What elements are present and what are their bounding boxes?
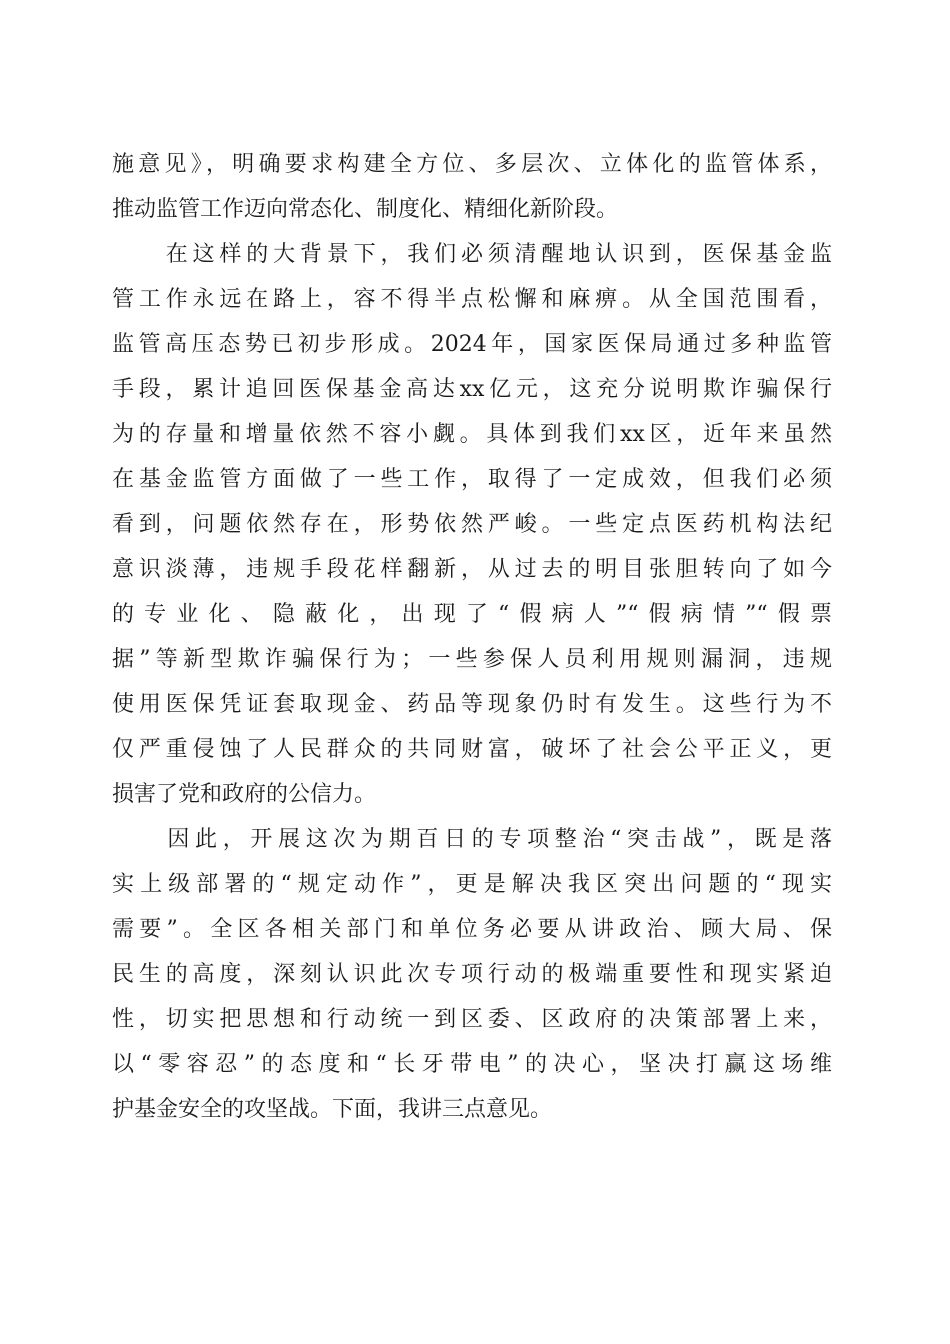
text-line: 推动监管工作迈向常态化、制度化、精细化新阶段。 [112,197,619,222]
text-line: 监管高压态势已初步形成。2024年，国家医保局通过多种监管 [112,332,832,357]
text-line: 实上级部署的“规定动作”，更是解决我区突出问题的“现实 [112,872,832,897]
text-line: 损害了党和政府的公信力。 [112,782,377,807]
text-line: 的专业化、隐蔽化，出现了“假病人”“假病情”“假票 [112,602,832,627]
text-line: 施意见》，明确要求构建全方位、多层次、立体化的监管体系， [112,152,832,177]
text-line: 以“零容忍”的态度和“长牙带电”的决心，坚决打赢这场维 [112,1052,832,1077]
text-line: 意识淡薄，违规手段花样翻新，从过去的明目张胆转向了如今 [112,557,832,582]
text-line: 管工作永远在路上，容不得半点松懈和麻痹。从全国范围看， [112,287,832,312]
text-line: 在这样的大背景下，我们必须清醒地认识到，医保基金监 [112,242,832,267]
text-line: 为的存量和增量依然不容小觑。具体到我们xx区，近年来虽然 [112,422,832,447]
text-line: 在基金监管方面做了一些工作，取得了一定成效，但我们必须 [112,467,832,492]
text-line: 使用医保凭证套取现金、药品等现象仍时有发生。这些行为不 [112,692,832,717]
document-body [112,142,832,1132]
text-line: 性，切实把思想和行动统一到区委、区政府的决策部署上来， [112,1007,832,1032]
text-line: 仅严重侵蚀了人民群众的共同财富，破坏了社会公平正义，更 [112,737,832,762]
text-line: 民生的高度，深刻认识此次专项行动的极端重要性和现实紧迫 [112,962,832,987]
text-line: 据”等新型欺诈骗保行为；一些参保人员利用规则漏洞，违规 [112,647,832,672]
text-line: 因此，开展这次为期百日的专项整治“突击战”，既是落 [112,827,832,852]
text-line: 手段，累计追回医保基金高达xx亿元，这充分说明欺诈骗保行 [112,377,832,402]
text-line: 护基金安全的攻坚战。下面，我讲三点意见。 [112,1097,553,1122]
text-line: 看到，问题依然存在，形势依然严峻。一些定点医药机构法纪 [112,512,832,537]
text-line: 需要”。全区各相关部门和单位务必要从讲政治、顾大局、保 [112,917,832,942]
